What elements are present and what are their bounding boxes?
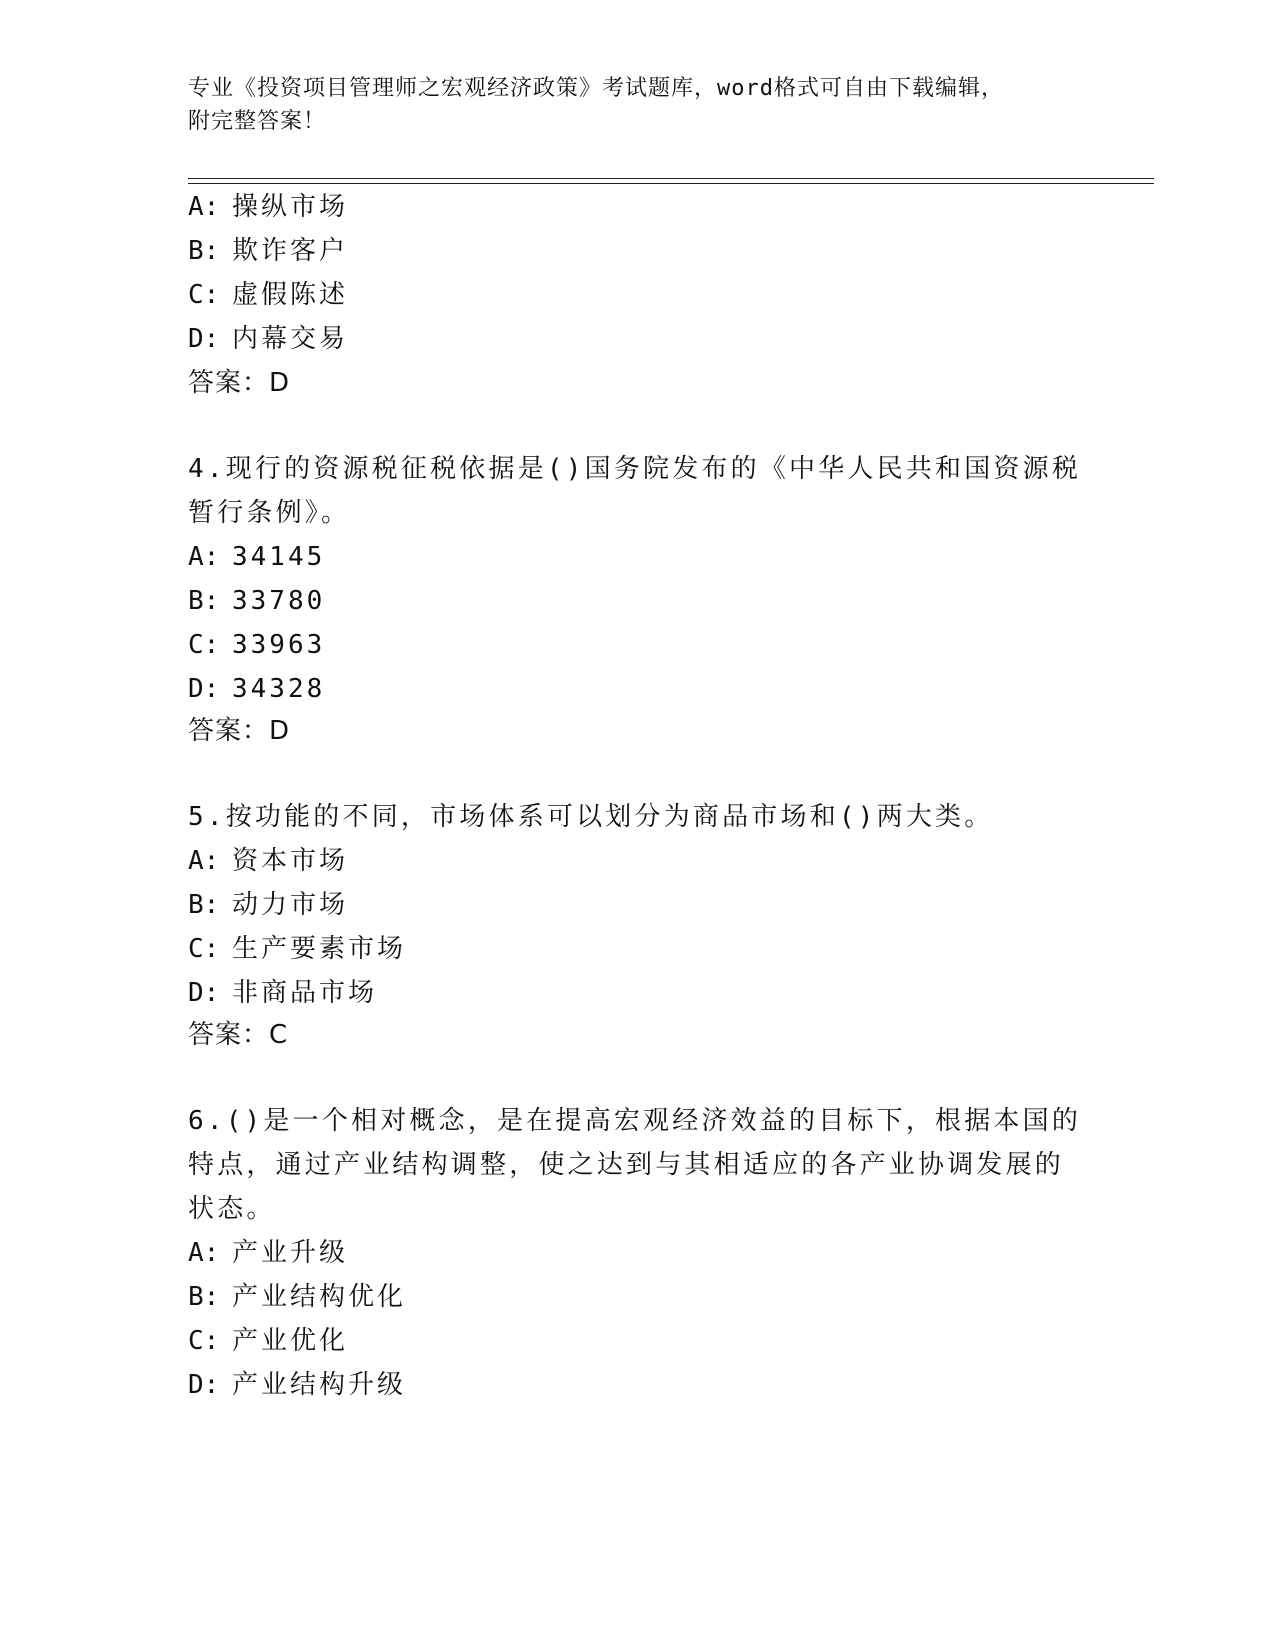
option-letter: A: <box>188 1238 220 1268</box>
option-letter: D: <box>188 674 220 704</box>
q6-option-d <box>188 1368 406 1402</box>
header-line-2: 附完整答案！ <box>188 109 327 134</box>
option-text: 欺诈客户 <box>232 236 349 266</box>
option-text: 非商品市场 <box>232 978 378 1008</box>
option-text: 虚假陈述 <box>232 280 349 310</box>
q6-option-b <box>188 1280 406 1314</box>
q4-option-b <box>188 584 325 618</box>
option-text: 33780 <box>232 586 326 616</box>
q6-option-c <box>188 1324 348 1358</box>
q4-question-line-1: 4.现行的资源税征税依据是()国务院发布的《中华人民共和国资源税 <box>188 454 1082 484</box>
q5-answer: 答案：C <box>188 1020 289 1050</box>
q6-option-a <box>188 1236 348 1270</box>
option-text: 内幕交易 <box>232 324 349 354</box>
q4-answer: 答案：D <box>188 716 291 746</box>
option-letter: D: <box>188 324 220 354</box>
option-letter: D: <box>188 1370 220 1400</box>
q4-option-c <box>188 628 325 662</box>
option-text: 33963 <box>232 630 326 660</box>
q6-question-line-3: 状态。 <box>188 1194 276 1224</box>
option-letter: D: <box>188 978 220 1008</box>
option-letter: C: <box>188 1326 220 1356</box>
q5-option-b <box>188 888 348 922</box>
option-letter: C: <box>188 630 220 660</box>
option-text: 产业结构升级 <box>232 1370 407 1400</box>
q6-question-line-1: 6.()是一个相对概念，是在提高宏观经济效益的目标下，根据本国的 <box>188 1106 1082 1136</box>
option-letter: A: <box>188 542 220 572</box>
q3-answer: 答案：D <box>188 368 291 398</box>
document-header <box>188 72 1068 138</box>
option-letter: B: <box>188 236 220 266</box>
q6-question-line-2: 特点，通过产业结构调整，使之达到与其相适应的各产业协调发展的 <box>188 1150 1065 1180</box>
option-text: 产业优化 <box>232 1326 349 1356</box>
option-letter: B: <box>188 586 220 616</box>
q4-option-d <box>188 672 325 706</box>
option-text: 动力市场 <box>232 890 349 920</box>
header-line-1: 专业《投资项目管理师之宏观经济政策》考试题库，word格式可自由下载编辑， <box>188 76 1004 101</box>
option-letter: A: <box>188 192 220 222</box>
option-letter: C: <box>188 280 220 310</box>
option-text: 产业升级 <box>232 1238 349 1268</box>
q5-option-a <box>188 844 348 878</box>
q4-question-line-2: 暂行条例》。 <box>188 498 351 528</box>
option-text: 产业结构优化 <box>232 1282 407 1312</box>
q3-option-a <box>188 190 348 224</box>
option-text: 生产要素市场 <box>232 934 407 964</box>
option-text: 资本市场 <box>232 846 349 876</box>
option-text: 操纵市场 <box>232 192 349 222</box>
option-text: 34328 <box>232 674 326 704</box>
q5-option-c <box>188 932 406 966</box>
option-text: 34145 <box>232 542 326 572</box>
q5-question-line-1: 5.按功能的不同，市场体系可以划分为商品市场和()两大类。 <box>188 802 994 832</box>
option-letter: A: <box>188 846 220 876</box>
header-divider-bottom <box>188 183 1154 184</box>
q4-option-a <box>188 540 325 574</box>
option-letter: C: <box>188 934 220 964</box>
q3-option-b <box>188 234 348 268</box>
q5-option-d <box>188 976 377 1010</box>
option-letter: B: <box>188 1282 220 1312</box>
q3-option-c <box>188 278 348 312</box>
header-divider-top <box>188 178 1154 179</box>
q3-option-d <box>188 322 348 356</box>
option-letter: B: <box>188 890 220 920</box>
